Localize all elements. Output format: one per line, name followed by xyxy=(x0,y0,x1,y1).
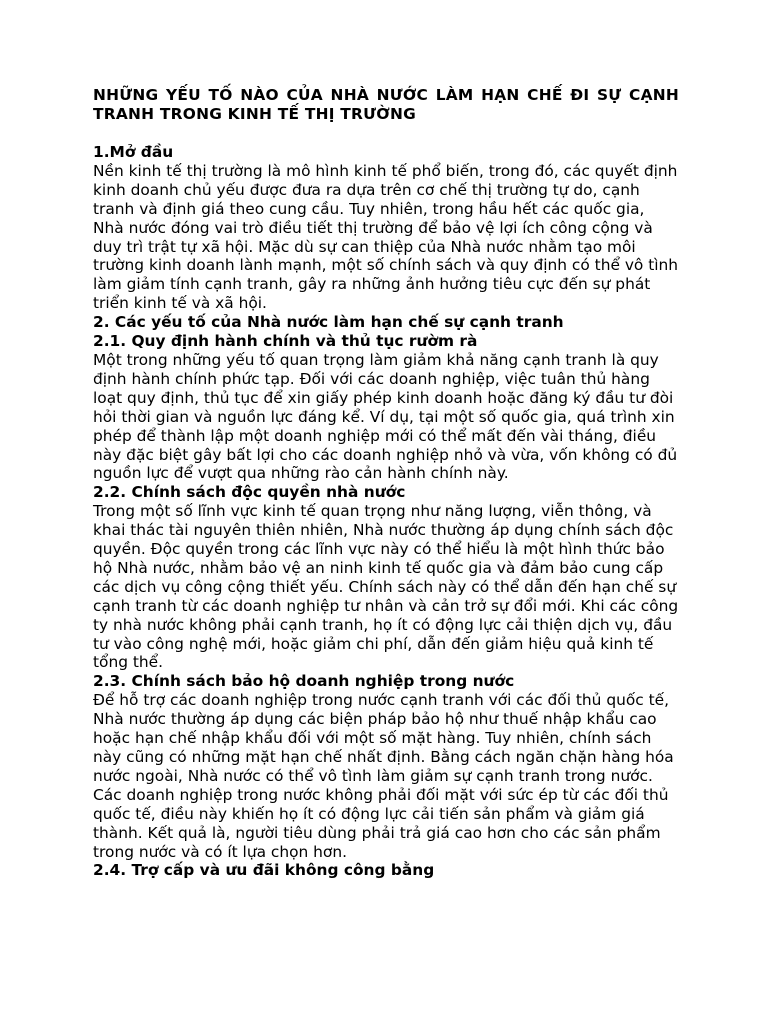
subsection-heading-2-1: 2.1. Quy định hành chính và thủ tục rườm rà xyxy=(93,332,478,351)
document-title: NHỮNG YẾU TỐ NÀO CỦA NHÀ NƯỚC LÀM HẠN CHẾ ĐI SỰ CẠNH TRANH TRONG KINH TẾ THỊ TRƯỜNG xyxy=(93,86,679,123)
paragraph-2-3: Để hỗ trợ các doanh nghiệp trong nước cạnh tranh với các đối thủ quốc tế, Nhà nước thường áp dụng các biện pháp bảo hộ như thuế nhập khẩu cao hoặc hạn chế nhập khẩu đối với một số mặt hàng. Tuy nhiên, chính sách này cũng có những mặt hạn chế nhất định. Bằng cách ngăn chặn hàng hóa nước ngoài, Nhà nước có thể vô tình làm giảm sự cạnh tranh trong nước. Các doanh nghiệp trong nước không phải đối mặt với sức ép từ các đối thủ quốc tế, điều này khiến họ ít có động lực cải tiến sản phẩm và giảm giá thành. Kết quả là, người tiêu dùng phải trả giá cao hơn cho các sản phẩm trong nước và có ít lựa chọn hơn. xyxy=(93,691,674,861)
subsection-heading-2-4: 2.4. Trợ cấp và ưu đãi không công bằng xyxy=(93,861,435,880)
subsection-heading-2-2: 2.2. Chính sách độc quyền nhà nước xyxy=(93,483,406,502)
document-page xyxy=(93,86,679,880)
section-heading-intro: 1.Mở đầu xyxy=(93,143,174,161)
paragraph-2-1: Một trong những yếu tố quan trọng làm giảm khả năng cạnh tranh là quy định hành chính phức tạp. Đối với các doanh nghiệp, việc tuân thủ hàng loạt quy định, thủ tục để xin giấy phép kinh doanh hoặc đăng ký đầu tư đòi hỏi thời gian và nguồn lực đáng kể. Ví dụ, tại một số quốc gia, quá trình xin phép để thành lập một doanh nghiệp mới có thể mất đến vài tháng, điều này đặc biệt gây bất lợi cho các doanh nghiệp nhỏ và vừa, vốn không có đủ nguồn lực để vượt qua những rào cản hành chính này. xyxy=(93,350,678,483)
paragraph-intro: Nền kinh tế thị trường là mô hình kinh tế phổ biến, trong đó, các quyết định kinh doanh chủ yếu được đưa ra dựa trên cơ chế thị trường tự do, cạnh tranh và định giá theo cung cầu. Tuy nhiên, trong hầu hết các quốc gia, Nhà nước đóng vai trò điều tiết thị trường để bảo vệ lợi ích công cộng và duy trì trật tự xã hội. Mặc dù sự can thiệp của Nhà nước nhằm tạo môi trường kinh doanh lành mạnh, một số chính sách và quy định có thể vô tình làm giảm tính cạnh tranh, gây ra những ảnh hưởng tiêu cực đến sự phát triển kinh tế và xã hội. xyxy=(93,161,679,313)
subsection-heading-2-3: 2.3. Chính sách bảo hộ doanh nghiệp trong nước xyxy=(93,672,515,691)
paragraph-2-2: Trong một số lĩnh vực kinh tế quan trọng như năng lượng, viễn thông, và khai thác tài nguyên thiên nhiên, Nhà nước thường áp dụng chính sách độc quyền. Độc quyền trong các lĩnh vực này có thể hiểu là một hình thức bảo hộ Nhà nước, nhằm bảo vệ an ninh kinh tế quốc gia và đảm bảo cung cấp các dịch vụ công cộng thiết yếu. Chính sách này có thể dẫn đến hạn chế sự cạnh tranh từ các doanh nghiệp tư nhân và cản trở sự đổi mới. Khi các công ty nhà nước không phải cạnh tranh, họ ít có động lực cải thiện dịch vụ, đầu tư vào công nghệ mới, hoặc giảm chi phí, dẫn đến giảm hiệu quả kinh tế tổng thể. xyxy=(93,502,679,672)
section-heading-factors: 2. Các yếu tố của Nhà nước làm hạn chế sự cạnh tranh xyxy=(93,313,564,332)
